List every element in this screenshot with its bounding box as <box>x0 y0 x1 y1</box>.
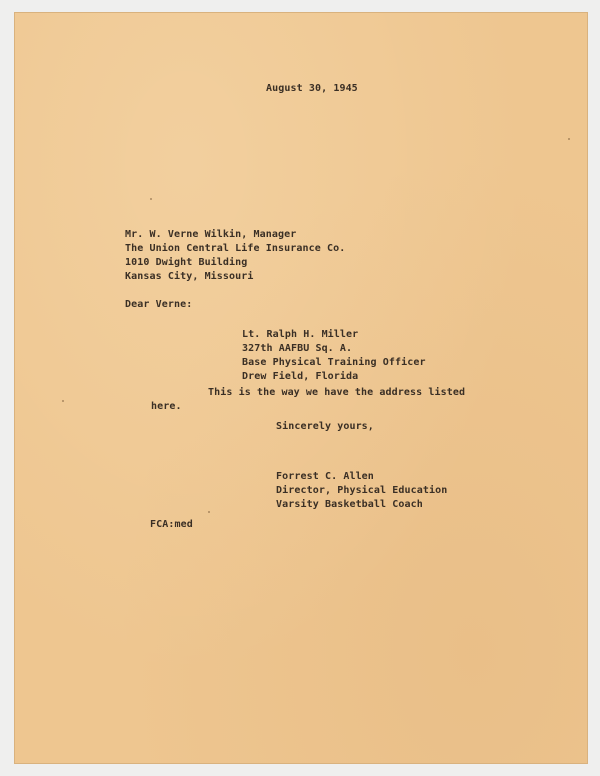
signature-line: Varsity Basketball Coach <box>276 499 423 510</box>
paper-speck <box>568 138 570 140</box>
letter-date: August 30, 1945 <box>266 83 358 94</box>
body-line: This is the way we have the address listed <box>208 387 466 398</box>
salutation: Dear Verne: <box>125 299 193 310</box>
quoted-address-line: Drew Field, Florida <box>242 371 359 382</box>
paper-speck <box>208 511 210 513</box>
inside-address-line: 1010 Dwight Building <box>125 257 248 268</box>
quoted-address-line: Lt. Ralph H. Miller <box>242 329 359 340</box>
quoted-address-line: 327th AAFBU Sq. A. <box>242 343 353 354</box>
inside-address-line: Mr. W. Verne Wilkin, Manager <box>125 229 297 240</box>
reference-initials: FCA:med <box>150 519 193 530</box>
letter-page <box>14 12 588 764</box>
body-line: here. <box>151 401 182 412</box>
inside-address-line: Kansas City, Missouri <box>125 271 254 282</box>
signature-line: Forrest C. Allen <box>276 471 374 482</box>
closing: Sincerely yours, <box>276 421 374 432</box>
quoted-address-line: Base Physical Training Officer <box>242 357 426 368</box>
inside-address-line: The Union Central Life Insurance Co. <box>125 243 346 254</box>
signature-line: Director, Physical Education <box>276 485 448 496</box>
paper-speck <box>62 400 64 402</box>
paper-speck <box>150 198 152 200</box>
